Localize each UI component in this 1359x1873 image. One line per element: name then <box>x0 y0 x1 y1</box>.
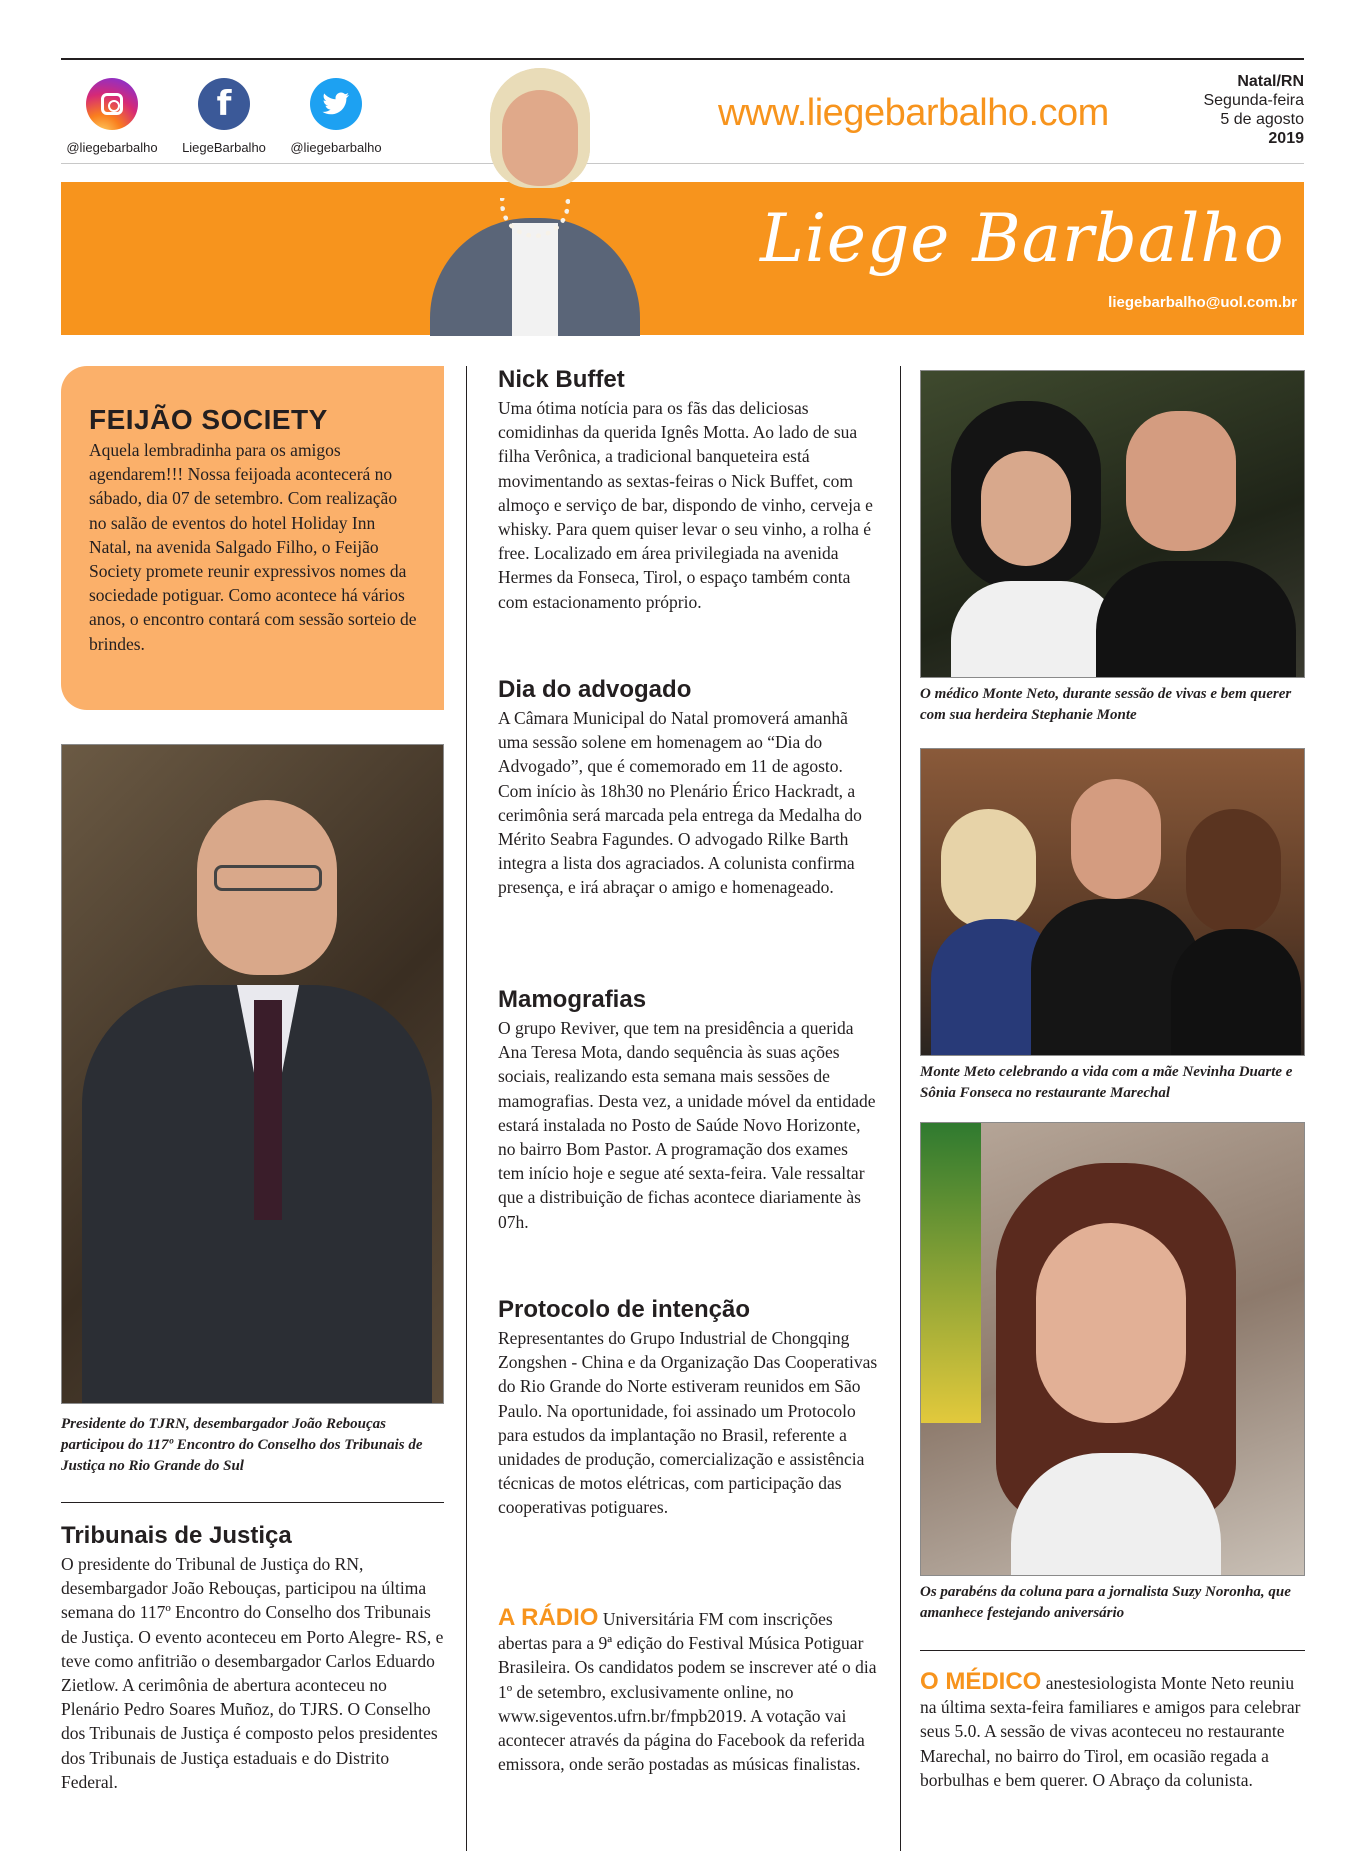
protocolo-text: Representantes do Grupo Industrial de Chongqing Zongshen - China e da Organização Das Cooperativas do Rio Grande do Norte estiveram reunidos em São Paulo. Na oportunidade, foi assinado um Protocolo para estudos da implantação no Brasil, referente a unidades de produção, comercialização e assistência técnicas de motos elétricas, com participação das cooperativas potiguares. <box>498 1328 878 1518</box>
monte-neto-stephanie-photo <box>920 370 1305 678</box>
advogado-section <box>498 676 878 900</box>
column-title: Liege Barbalho <box>760 200 1285 277</box>
column-divider-right <box>900 366 901 1851</box>
divider <box>61 1502 444 1503</box>
advogado-text: A Câmara Municipal do Natal promoverá amanhã uma sessão solene em homenagem ao “Dia do Advogado”, que é comemorado em 11 de agosto. Com início às 18h30 no Plenário Érico Hackradt, a cerimônia será marcada pela entrega da Medalha do Mérito Seabra Fagundes. O advogado Rilke Barth integra a lista dos agraciados. A colunista confirma presença, e irá abraçar o amigo e homenageado. <box>498 708 862 898</box>
year: 2019 <box>1268 130 1304 147</box>
nick-buffet-section <box>498 366 878 614</box>
suzy-noronha-photo <box>920 1122 1305 1576</box>
top-rule <box>61 58 1304 60</box>
joao-reboucas-caption: Presidente do TJRN, desembargador João Rebouças participou do 117º Encontro do Conselho dos Tribunais de Justiça no Rio Grande do Sul <box>61 1416 423 1474</box>
medico-section <box>920 1670 1310 1792</box>
medico-lead: O MÉDICO <box>920 1668 1042 1695</box>
nick-title: Nick Buffet <box>498 366 625 393</box>
mamografias-text: O grupo Reviver, que tem na presidência a querida Ana Teresa Mota, dando sequência às suas ações sociais, realizando esta semana mais sessões de mamografias. Desta vez, a unidade móvel da entidade estará instalada no Posto de Saúde Novo Horizonte, no bairro Bom Pastor. A programação dos exames tem início hoje e segue até sexta-feira. Vale ressaltar que a distribuição de fichas acontece diariamente às 07h. <box>498 1018 876 1232</box>
mamografias-section <box>498 986 878 1234</box>
facebook-icon: f <box>198 78 250 130</box>
radio-section <box>498 1606 878 1776</box>
twitter-icon <box>310 78 362 130</box>
advogado-title: Dia do advogado <box>498 676 692 703</box>
joao-reboucas-photo <box>61 744 444 1404</box>
radio-lead: A RÁDIO <box>498 1604 599 1631</box>
weekday: Segunda-feira <box>1203 92 1304 109</box>
monte-neto-stephanie-caption: O médico Monte Neto, durante sessão de vivas e bem querer com sua herdeira Stephanie Monte <box>920 686 1292 723</box>
email-link[interactable]: liegebarbalho@uol.com.br <box>1108 294 1297 311</box>
suzy-noronha-caption: Os parabéns da coluna para a jornalista Suzy Noronha, que amanhece festejando aniversário <box>920 1584 1291 1621</box>
city: Natal/RN <box>1237 73 1304 90</box>
feijao-title: FEIJÃO SOCIETY <box>89 404 328 435</box>
protocolo-title: Protocolo de intenção <box>498 1296 751 1323</box>
twitter-link[interactable] <box>276 78 396 155</box>
website-link[interactable]: www.liegebarbalho.com <box>718 92 1109 134</box>
tribunais-section <box>61 1522 446 1794</box>
nick-text: Uma ótima notícia para os fãs das deliciosas comidinhas da querida Ignês Motta. Ao lado de sua filha Verônica, a tradicional banqueteira está movimentando as sextas-feiras o Nick Buffet, com almoço e serviço de bar, dispondo de vinho, cerveja e whisky. Para quem quiser levar o seu vinho, a rolha é free. Localizado em área privilegiada na avenida Hermes da Fonseca, Tirol, o espaço também conta com estacionamento próprio. <box>498 398 873 612</box>
medico-text: anestesiologista Monte Neto reuniu na última sexta-feira familiares e amigos para celebrar seus 5.0. A sessão de vivas aconteceu no restaurante Marechal, no bairro do Tirol, em ocasião regada a borbulhas e bem querer. O Abraço da colunista. <box>920 1673 1301 1790</box>
facebook-handle: LiegeBarbalho <box>182 140 266 155</box>
instagram-link[interactable] <box>52 78 172 155</box>
instagram-icon <box>86 78 138 130</box>
feijao-text: Aquela lembradinha para os amigos agendarem!!! Nossa feijoada acontecerá no sábado, dia 07 de setembro. Com realização no salão de eventos do hotel Holiday Inn Natal, na avenida Salgado Filho, o Feijão Society promete reunir expressivos nomes da sociedade potiguar. Como acontece há vários anos, o encontro contará com sessão sorteio de brindes. <box>89 440 417 654</box>
date: 5 de agosto <box>1220 111 1304 128</box>
edition-date <box>1203 72 1304 148</box>
column-divider-left <box>466 366 467 1851</box>
header-divider <box>61 163 1304 164</box>
mamografias-title: Mamografias <box>498 986 647 1013</box>
protocolo-section <box>498 1296 878 1520</box>
feijao-society-box <box>61 366 444 710</box>
radio-text: Universitária FM com inscrições abertas para a 9ª edição do Festival Música Potiguar Brasileira. Os candidatos podem se inscrever até o dia 1º de setembro, exclusivamente online, no www.sigeventos.ufrn.br/fmpb2019. A votação vai acontecer através da página do Facebook da referida emissora, onde serão postadas as músicas finalistas. <box>498 1609 877 1775</box>
monte-neto-family-caption: Monte Meto celebrando a vida com a mãe Nevinha Duarte e Sônia Fonseca no restaurante Marechal <box>920 1064 1293 1101</box>
twitter-handle: @liegebarbalho <box>290 140 382 155</box>
facebook-link[interactable] <box>164 78 284 155</box>
monte-neto-family-photo <box>920 748 1305 1056</box>
instagram-handle: @liegebarbalho <box>66 140 158 155</box>
divider <box>920 1650 1305 1651</box>
tribunais-title: Tribunais de Justiça <box>61 1522 292 1549</box>
columnist-portrait-front <box>420 68 650 336</box>
tribunais-text: O presidente do Tribunal de Justiça do RN, desembargador João Rebouças, participou na última semana do 117º Encontro do Conselho dos Tribunais de Justiça. O evento aconteceu em Porto Alegre- RS, e teve como anfitrião o desembargador Carlos Eduardo Zietlow. A cerimônia de abertura aconteceu no Plenário Pedro Soares Muñoz, do TJRS. O Conselho dos Tribunais de Justiça é composto pelos presidentes dos Tribunais de Justiça estaduais e do Distrito Federal. <box>61 1554 444 1792</box>
